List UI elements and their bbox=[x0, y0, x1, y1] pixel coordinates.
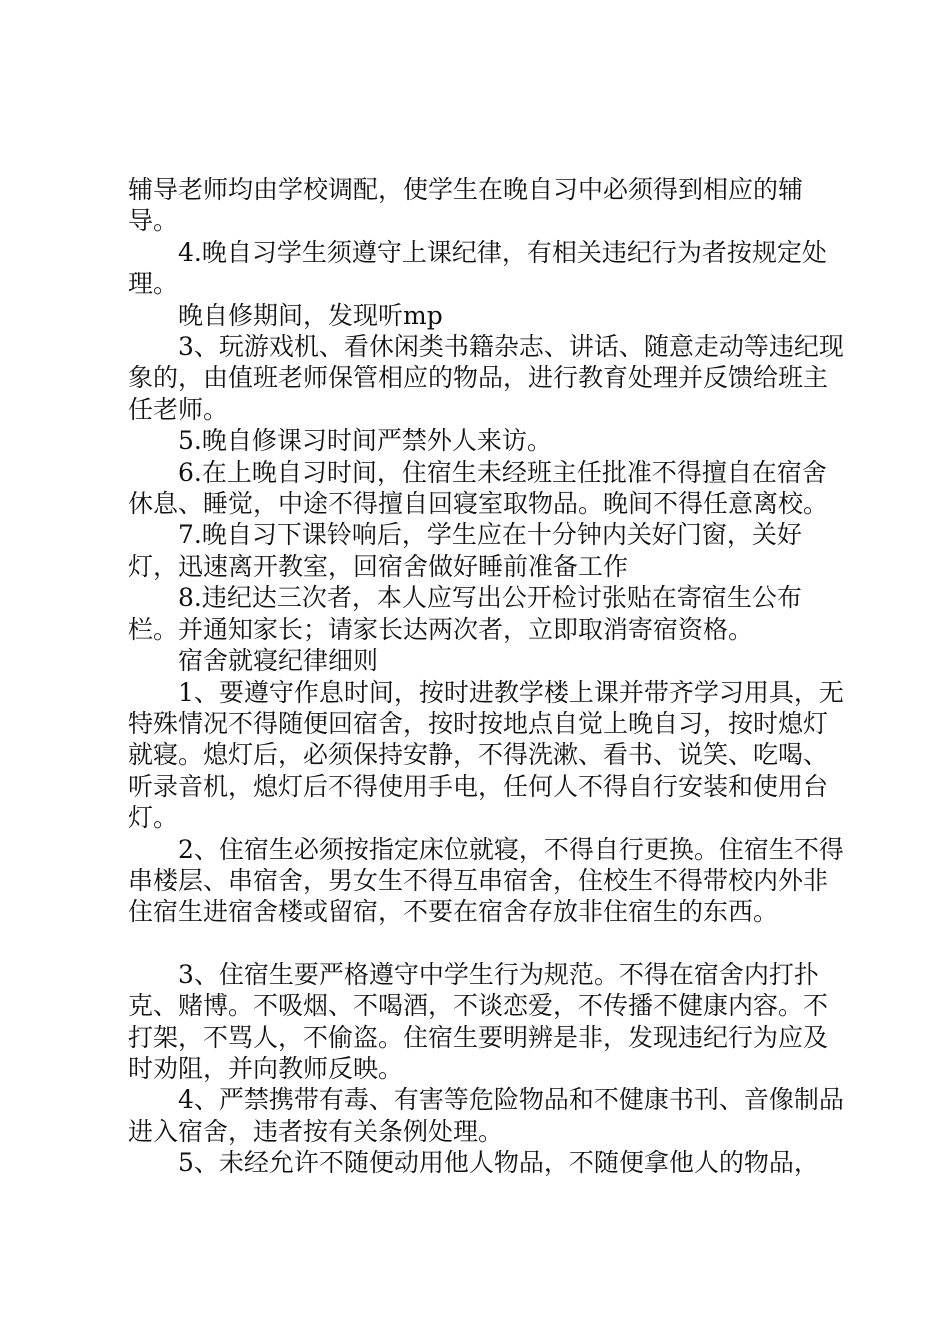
section-heading-dormitory-rules: 宿舍就寝纪律细则 bbox=[178, 646, 379, 676]
paragraph-evening-study-period: 晚自修期间，发现听mp bbox=[178, 300, 443, 330]
paragraph-rule-4-discipline: 4.晚自习学生须遵守上课纪律，有相关违纪行为者按规定处理。 bbox=[128, 237, 827, 299]
paragraph-dorm-rule-4: 4、严禁携带有毒、有害等危险物品和不健康书刊、音像制品进入宿舍，违者按有关条例处理。 bbox=[128, 1085, 844, 1146]
paragraph-dorm-rule-1: 1、要遵守作息时间，按时进教学楼上课并带齐学习用具，无特殊情况不得随便回宿舍，按时按地点自觉上晚自习，按时熄灯就寝。熄灯后，必须保持安静，不得洗漱、看书、说笑、吃喝、听录音机，熄灯后不得使用手电，任何人不得自行安装和使用台灯。 bbox=[128, 677, 844, 833]
paragraph-spacer bbox=[128, 928, 848, 959]
paragraph-rule-8-penalty: 8.违纪达三次者，本人应写出公开检讨张贴在寄宿生公布栏。并通知家长；请家长达两次者，立即取消寄宿资格。 bbox=[128, 583, 802, 644]
paragraph-rule-6-dormitory: 6.在上晚自习时间，住宿生未经班主任批准不得擅自在宿舍休息、睡觉，中途不得擅自回寝室取物品。晚间不得任意离校。 bbox=[128, 457, 829, 519]
paragraph-tutor-assignment: 辅导老师均由学校调配，使学生在晚自习中必须得到相应的辅导。 bbox=[128, 175, 804, 236]
paragraph-rule-7-dismissal: 7.晚自习下课铃响后，学生应在十分钟内关好门窗，关好灯，迅速离开教室，回宿舍做好睡前准备工作 bbox=[128, 520, 802, 581]
paragraph-dorm-rule-5: 5、未经允许不随便动用他人物品，不随便拿他人的物品， bbox=[178, 1148, 819, 1178]
paragraph-dorm-rule-2: 2、住宿生必须按指定床位就寝，不得自行更换。住宿生不得串楼层、串宿舍，男女生不得互串宿舍，住校生不得带校内外非住宿生进宿舍楼或留宿，不要在宿舍存放非住宿生的东西。 bbox=[128, 834, 844, 927]
paragraph-rule-3-violations: 3、玩游戏机、看休闲类书籍杂志、讲话、随意走动等违纪现象的，由值班老师保管相应的物品，进行教育处理并反馈给班主任老师。 bbox=[128, 332, 844, 424]
paragraph-dorm-rule-3: 3、住宿生要严格遵守中学生行为规范。不得在宿舍内打扑克、赌博。不吸烟、不喝酒，不谈恋爱，不传播不健康内容。不打架，不骂人，不偷盗。住宿生要明辨是非，发现违纪行为应及时劝阻，并向教师反映。 bbox=[128, 959, 829, 1083]
paragraph-rule-5-visitors: 5.晚自修课习时间严禁外人来访。 bbox=[178, 426, 552, 456]
document-body bbox=[128, 174, 848, 1179]
